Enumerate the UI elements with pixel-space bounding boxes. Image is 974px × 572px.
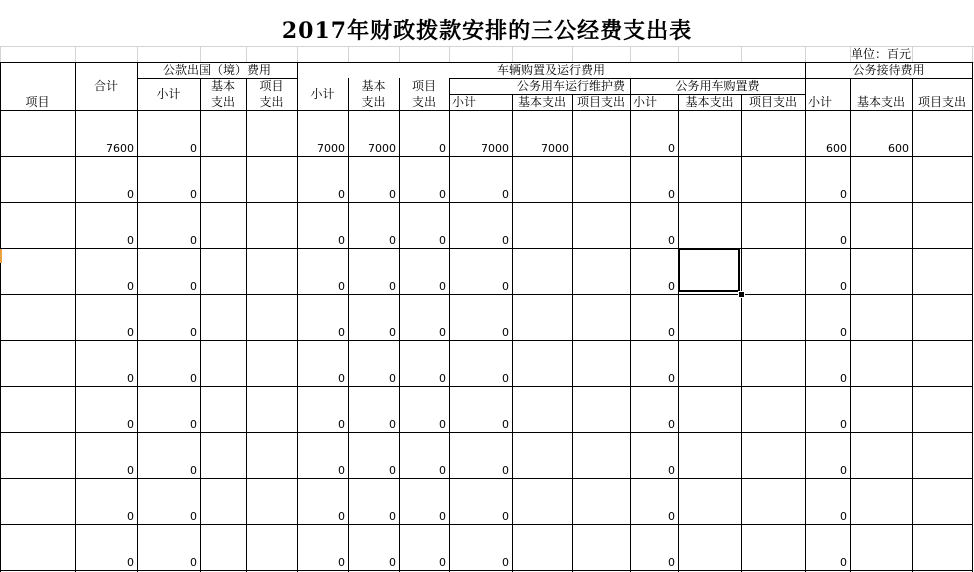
table-cell[interactable]: 0 — [840, 556, 847, 569]
border-h — [0, 432, 973, 433]
table-cell[interactable]: 0 — [389, 280, 396, 293]
table-cell[interactable]: 0 — [338, 510, 345, 523]
table-cell[interactable]: 0 — [668, 280, 675, 293]
border-v — [572, 94, 573, 572]
gridline-v — [399, 46, 400, 62]
header-abroad-basic-2: 支出 — [210, 95, 235, 109]
gridline-v — [0, 46, 1, 62]
header-maint-subtotal: 小计 — [452, 95, 477, 109]
header-maint-basic: 基本支出 — [517, 95, 566, 109]
table-cell[interactable]: 0 — [190, 556, 197, 569]
table-cell[interactable]: 0 — [668, 418, 675, 431]
header-abroad-project-2: 支出 — [259, 95, 284, 109]
header-vehicle-basic-1: 基本 — [361, 79, 386, 93]
border-v — [200, 78, 201, 572]
border-h — [0, 478, 973, 479]
gridline-v — [297, 46, 298, 62]
table-cell[interactable]: 0 — [389, 326, 396, 339]
table-cell[interactable]: 0 — [668, 372, 675, 385]
table-cell[interactable]: 0 — [439, 464, 446, 477]
table-cell[interactable]: 0 — [127, 464, 134, 477]
border-v — [512, 94, 513, 572]
table-cell[interactable]: 0 — [840, 464, 847, 477]
gridline-v — [348, 46, 349, 62]
table-cell[interactable]: 0 — [840, 510, 847, 523]
header-vehicle-project-2: 支出 — [411, 95, 436, 109]
header-vehicle: 车辆购置及运行费用 — [496, 63, 605, 77]
border-h — [0, 202, 973, 203]
header-maintenance: 公务用车运行维护费 — [516, 79, 625, 93]
gridline-v — [805, 46, 806, 62]
table-cell[interactable]: 0 — [840, 418, 847, 431]
header-purchase-basic: 基本支出 — [685, 95, 734, 109]
border-h — [0, 294, 973, 295]
header-abroad-project-1: 项目 — [259, 79, 284, 93]
table-cell[interactable]: 0 — [190, 234, 197, 247]
table-cell[interactable]: 0 — [389, 372, 396, 385]
table-cell[interactable]: 0 — [439, 418, 446, 431]
border-v — [741, 94, 742, 572]
border-h — [0, 570, 973, 571]
header-vehicle-project-1: 项目 — [411, 79, 436, 93]
header-purchase: 公务用车购置费 — [675, 79, 760, 93]
table-cell[interactable]: 0 — [439, 142, 446, 155]
table-cell[interactable]: 0 — [840, 188, 847, 201]
border-h — [0, 248, 973, 249]
table-cell[interactable]: 0 — [668, 510, 675, 523]
table-cell[interactable]: 0 — [668, 464, 675, 477]
header-reception-subtotal: 小计 — [808, 95, 833, 109]
table-cell[interactable]: 0 — [127, 234, 134, 247]
gridline-v — [572, 46, 573, 62]
table-cell[interactable]: 0 — [439, 234, 446, 247]
border-h — [805, 78, 973, 79]
table-cell[interactable]: 0 — [840, 372, 847, 385]
border-v — [805, 62, 806, 572]
header-abroad-basic-1: 基本 — [210, 79, 235, 93]
table-cell[interactable]: 0 — [439, 372, 446, 385]
table-cell[interactable]: 0 — [127, 418, 134, 431]
table-cell[interactable]: 0 — [338, 280, 345, 293]
unit-label: 单位：百元 — [851, 47, 912, 61]
border-v — [912, 78, 913, 572]
border-h — [0, 524, 973, 525]
header-abroad: 公款出国（境）费用 — [162, 63, 271, 77]
table-cell[interactable]: 0 — [502, 464, 509, 477]
header-reception-project: 项目支出 — [917, 95, 966, 109]
border-v — [297, 62, 298, 572]
table-cell[interactable]: 0 — [389, 418, 396, 431]
table-cell[interactable]: 0 — [668, 556, 675, 569]
table-cell[interactable]: 0 — [190, 464, 197, 477]
table-cell[interactable]: 0 — [389, 556, 396, 569]
table-cell[interactable]: 0 — [338, 418, 345, 431]
table-cell[interactable]: 7000 — [368, 142, 396, 155]
gridline-v — [512, 46, 513, 62]
table-cell[interactable]: 600 — [826, 142, 847, 155]
table-cell[interactable]: 7000 — [481, 142, 509, 155]
table-cell[interactable]: 7000 — [317, 142, 345, 155]
sheet-title: 2017年财政拨款安排的三公经费支出表 — [281, 18, 693, 44]
header-total: 合计 — [93, 79, 118, 93]
selected-cell[interactable] — [678, 248, 740, 292]
table-cell[interactable]: 0 — [190, 510, 197, 523]
border-v — [137, 62, 138, 572]
gridline-v — [630, 46, 631, 62]
border-v — [75, 62, 76, 572]
gridline-v — [246, 46, 247, 62]
table-cell[interactable]: 0 — [127, 510, 134, 523]
header-purchase-subtotal: 小计 — [633, 95, 658, 109]
table-cell[interactable]: 0 — [338, 372, 345, 385]
table-cell[interactable]: 0 — [439, 556, 446, 569]
table-cell[interactable]: 0 — [338, 464, 345, 477]
table-cell[interactable]: 0 — [190, 418, 197, 431]
header-reception: 公务接待费用 — [852, 63, 925, 77]
table-cell[interactable]: 0 — [190, 188, 197, 201]
table-cell[interactable]: 0 — [840, 234, 847, 247]
table-cell[interactable]: 0 — [668, 188, 675, 201]
gridline-v — [449, 46, 450, 62]
border-v — [972, 62, 973, 572]
table-cell[interactable]: 0 — [439, 188, 446, 201]
header-reception-basic: 基本支出 — [856, 95, 905, 109]
gridline-v — [678, 46, 679, 62]
table-cell[interactable]: 0 — [668, 326, 675, 339]
table-cell[interactable]: 0 — [439, 326, 446, 339]
table-cell[interactable]: 0 — [338, 326, 345, 339]
table-cell[interactable]: 0 — [190, 280, 197, 293]
table-cell[interactable]: 0 — [502, 510, 509, 523]
table-cell[interactable]: 0 — [439, 510, 446, 523]
border-h — [0, 386, 973, 387]
gridline-v — [75, 46, 76, 62]
table-cell[interactable]: 0 — [190, 326, 197, 339]
table-cell[interactable]: 0 — [127, 188, 134, 201]
table-cell[interactable]: 0 — [389, 510, 396, 523]
table-cell[interactable]: 0 — [502, 280, 509, 293]
table-cell[interactable]: 0 — [389, 234, 396, 247]
table-cell[interactable]: 0 — [127, 326, 134, 339]
table-cell[interactable]: 0 — [338, 234, 345, 247]
border-h — [0, 110, 973, 111]
table-cell[interactable]: 0 — [840, 280, 847, 293]
header-purchase-project: 项目支出 — [748, 95, 797, 109]
table-cell[interactable]: 0 — [127, 280, 134, 293]
border-v — [678, 94, 679, 572]
fill-handle[interactable] — [738, 291, 745, 298]
table-cell[interactable]: 0 — [389, 188, 396, 201]
table-cell[interactable]: 0 — [502, 326, 509, 339]
row-marker — [0, 249, 2, 263]
table-cell[interactable]: 0 — [840, 326, 847, 339]
table-cell[interactable]: 0 — [502, 234, 509, 247]
table-cell[interactable]: 0 — [190, 142, 197, 155]
header-vehicle-subtotal: 小计 — [310, 87, 335, 101]
header-project: 项目 — [25, 95, 50, 109]
gridline-v — [741, 46, 742, 62]
table-cell[interactable]: 0 — [668, 142, 675, 155]
table-cell[interactable]: 0 — [127, 556, 134, 569]
border-v — [0, 62, 1, 572]
table-cell[interactable]: 0 — [502, 556, 509, 569]
gridline-v — [972, 46, 973, 62]
table-cell[interactable]: 0 — [668, 234, 675, 247]
table-cell[interactable]: 0 — [439, 280, 446, 293]
table-cell[interactable]: 0 — [502, 188, 509, 201]
gridline-v — [912, 46, 913, 62]
gridline-v — [200, 46, 201, 62]
border-h — [0, 156, 973, 157]
gridline-h — [0, 46, 974, 47]
border-h — [0, 62, 973, 63]
table-cell[interactable]: 0 — [338, 188, 345, 201]
table-cell[interactable]: 7000 — [541, 142, 569, 155]
header-vehicle-basic-2: 支出 — [361, 95, 386, 109]
header-maint-project: 项目支出 — [576, 95, 625, 109]
table-cell[interactable]: 0 — [338, 556, 345, 569]
header-abroad-subtotal: 小计 — [156, 87, 181, 101]
table-cell[interactable]: 0 — [502, 418, 509, 431]
table-cell[interactable]: 0 — [190, 372, 197, 385]
table-cell[interactable]: 0 — [127, 372, 134, 385]
gridline-v — [137, 46, 138, 62]
table-cell[interactable]: 0 — [389, 464, 396, 477]
border-v — [246, 78, 247, 572]
table-cell[interactable]: 0 — [502, 372, 509, 385]
border-h — [0, 340, 973, 341]
table-cell[interactable]: 600 — [888, 142, 909, 155]
table-cell[interactable]: 7600 — [106, 142, 134, 155]
